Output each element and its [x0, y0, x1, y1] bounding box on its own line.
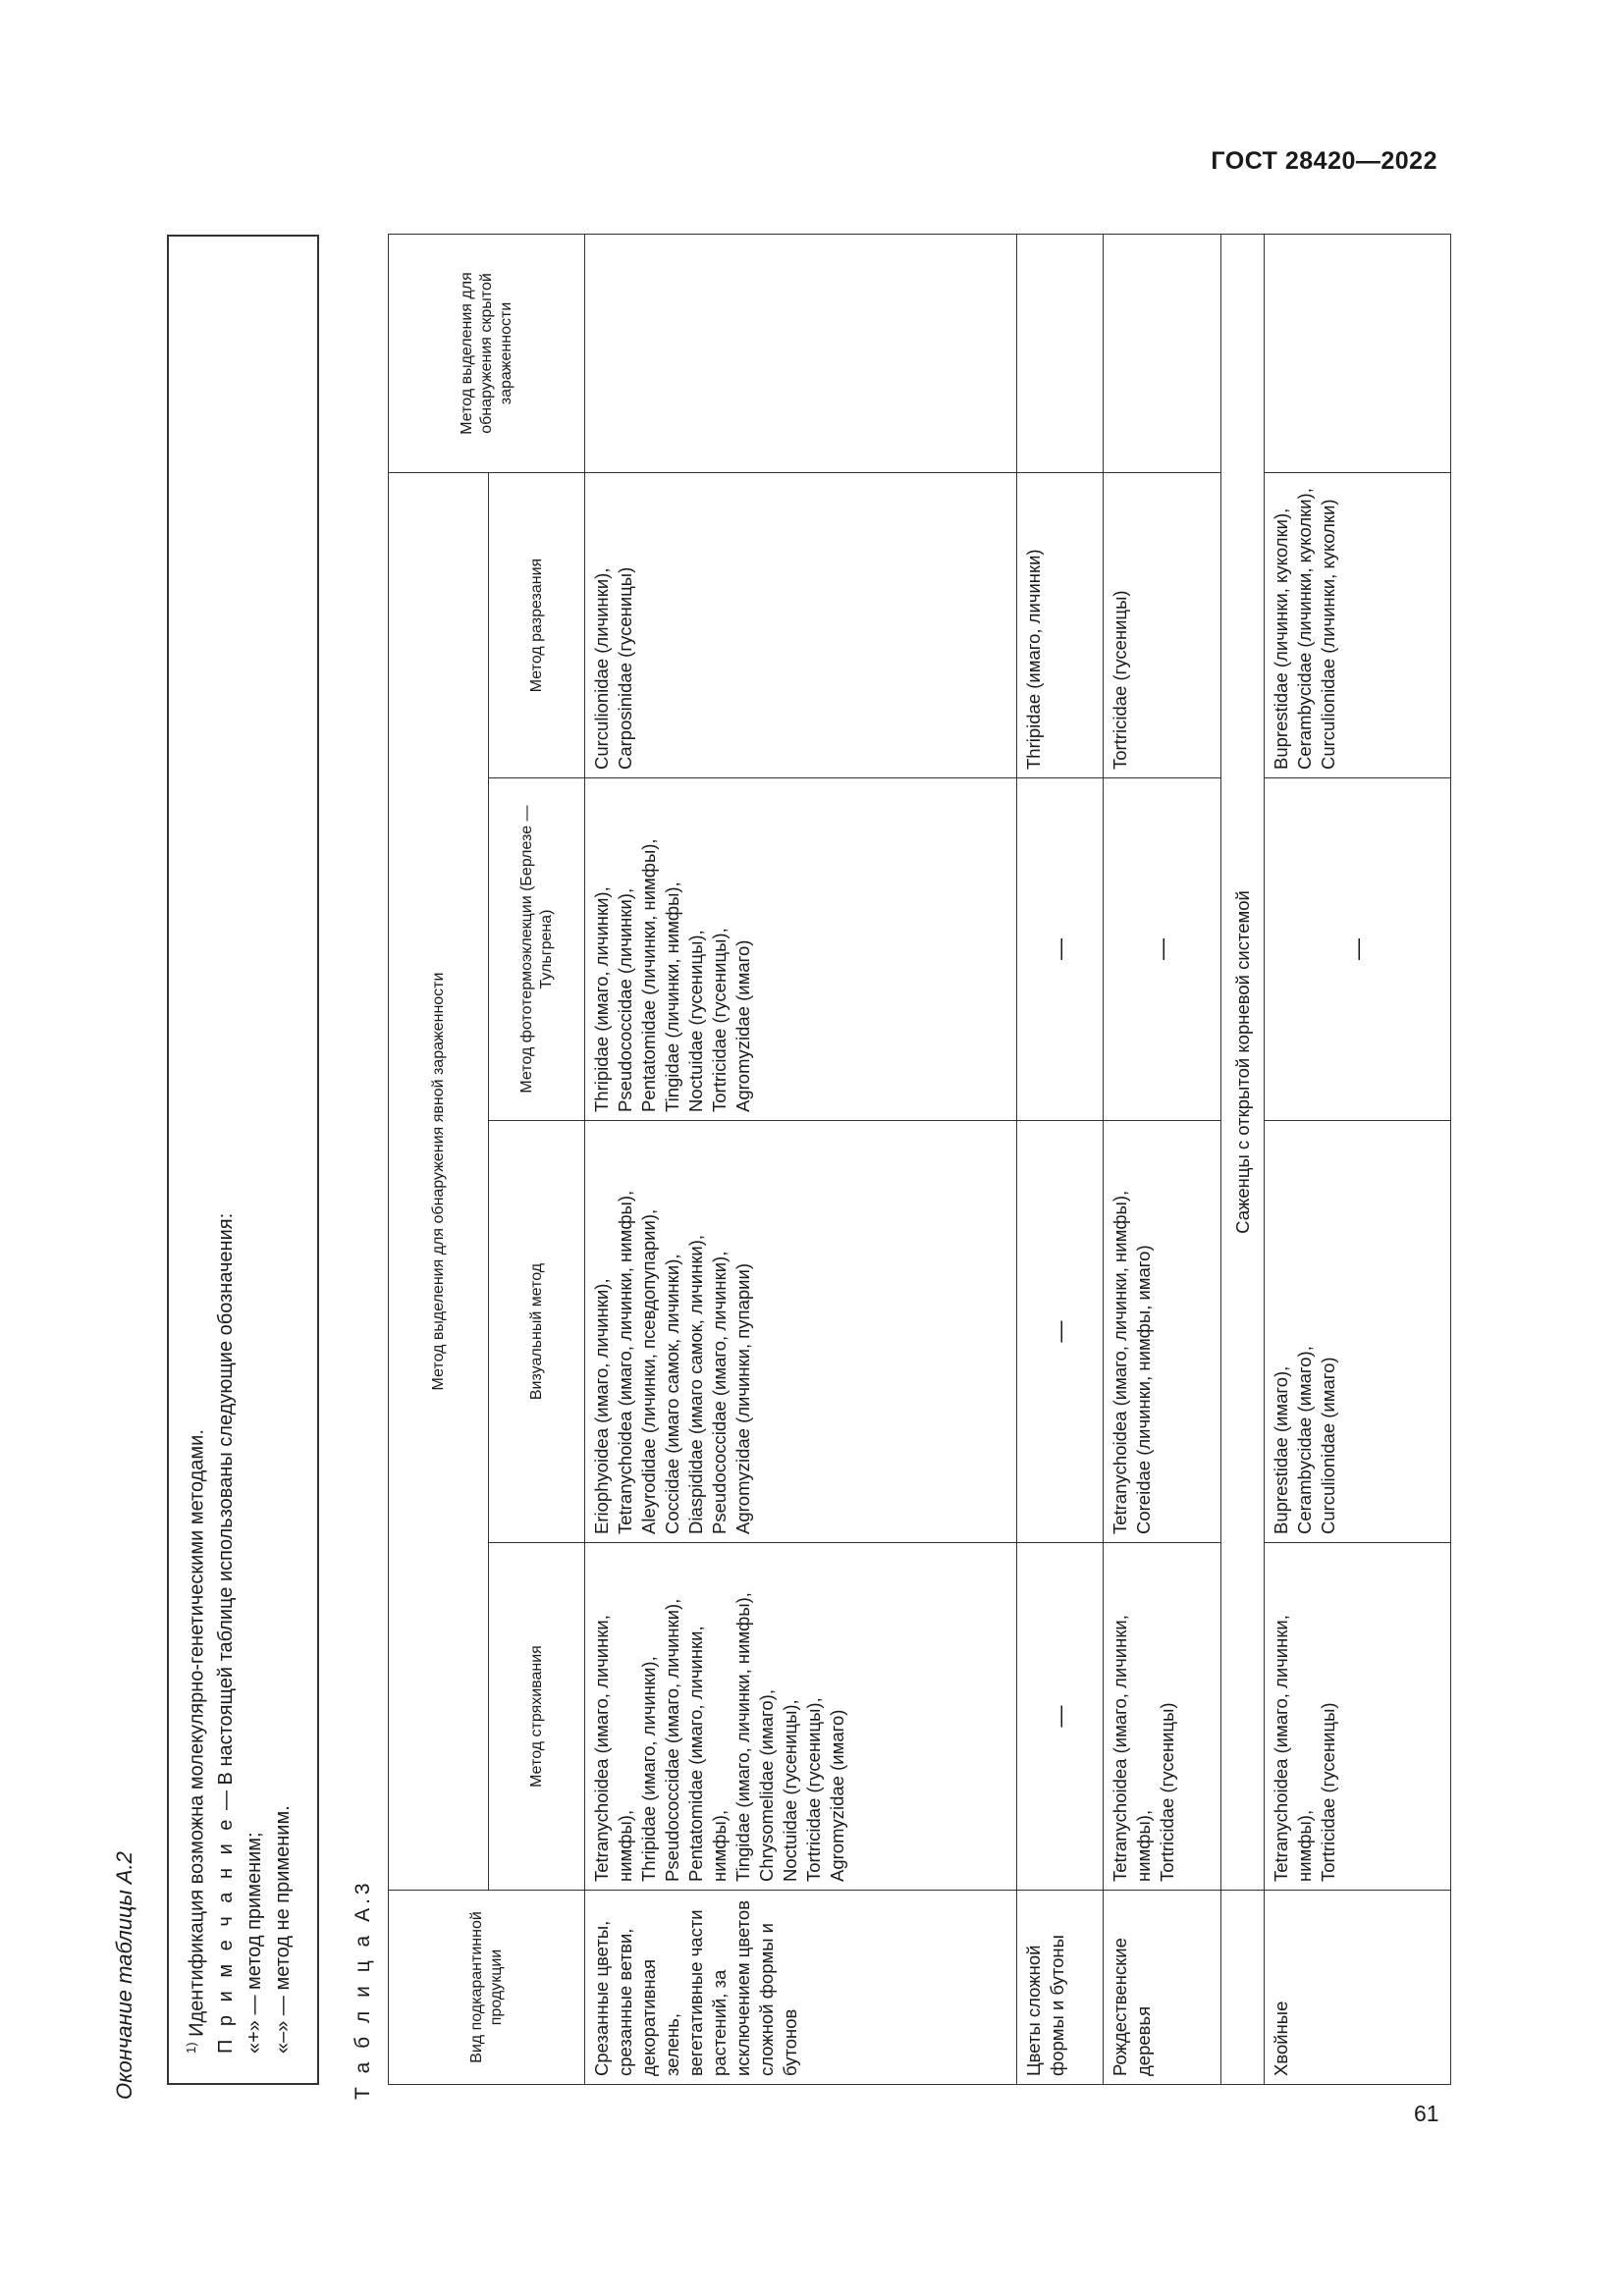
table-row [585, 234, 1017, 2084]
header-row-1 [389, 234, 489, 2084]
cell-empty [1104, 234, 1221, 472]
note-line [212, 266, 241, 2054]
table-row [1017, 234, 1104, 2084]
cell-empty [1017, 234, 1104, 472]
continuation-title: Окончание таблицы А.2 [112, 1851, 136, 2100]
header-group-explicit: Метод выделения для обнаружения явной зараженности [389, 472, 489, 1890]
cell-shaking: Tetranychoidea (имаго, личинки, нимфы), Thripidae (имаго, личинки), Pseudococcidae (имаго, личинки), Pentatomidae (имаго, личинки, нимфы), Tingidae (имаго, личинки, нимфы), Chrysomelidae (имаго), Noctuidae (гусеницы), Tortricidae (гусеницы), Agromyzidae (имаго) [585, 1543, 1017, 1891]
cell-shaking: Tetranychoidea (имаго, личинки, нимфы), Tortricidae (гусеницы) [1104, 1543, 1221, 1891]
header-row-2 [489, 234, 585, 2084]
document-code: ГОСТ 28420—2022 [1211, 147, 1437, 175]
rotated-page-content [98, 235, 1424, 2100]
cell-empty [1221, 1891, 1265, 2085]
cell-photothermo: — [1104, 778, 1221, 1121]
cell-product: Цветы сложной формы и бутоны [1017, 1891, 1104, 2085]
table-row [1104, 234, 1221, 2084]
cell-visual: Buprestidae (имаго), Cerambycidae (имаго), Curculionidae (имаго) [1265, 1121, 1451, 1543]
header-product: Вид подкарантинной продукции [389, 1891, 585, 2085]
note-box [167, 235, 319, 2085]
footnote-line [177, 266, 212, 2054]
cell-shaking: — [1017, 1543, 1104, 1891]
note-text: — В настоящей таблице использованы следующие обозначения: [214, 1212, 237, 1816]
cell-cutting: Curculionidae (личинки), Carposinidae (гусеницы) [585, 472, 1017, 777]
cell-product: Рождественские деревья [1104, 1891, 1221, 2085]
cell-cutting: Buprestidae (личинки, куколки), Cerambycidae (личинки, куколки), Curculionidae (личинки, куколки) [1265, 472, 1451, 777]
header-photothermo: Метод фототермоэклекции (Берлезе — Тульгрена) [489, 778, 585, 1121]
table-a3 [388, 234, 1451, 2085]
cell-empty [1265, 234, 1451, 472]
section-label: Саженцы с открытой корневой системой [1221, 234, 1265, 1890]
cell-cutting: Thripidae (имаго, личинки) [1017, 472, 1104, 777]
cell-product: Срезанные цветы, срезанные ветви, декоративная зелень, вегетативные части растений, за исключением цветов сложной формы и бутонов [585, 1891, 1017, 2085]
cell-photothermo: Thripidae (имаго, личинки), Pseudococcidae (личинки), Pentatomidae (личинки, нимфы), Tingidae (личинки, нимфы), Noctuidae (гусеницы), Tortricidae (гусеницы), Agromyzidae (имаго) [585, 778, 1017, 1121]
section-row [1221, 234, 1265, 2084]
cell-visual: Eriophyoidea (имаго, личинки), Tetranychoidea (имаго, личинки, нимфы), Aleyrodidae (личинки, псевдопупарии), Coccidae (имаго самок, личинки), Diaspididae (имаго самок, личинки), Pseudococcidae (имаго, личинки), Agromyzidae (личинки, пупарии) [585, 1121, 1017, 1543]
note-prefix: П р и м е ч а н и е [214, 1815, 237, 2054]
cell-empty [585, 234, 1017, 472]
cell-visual: — [1017, 1121, 1104, 1543]
page-number: 61 [1414, 2101, 1439, 2126]
footnote-text: Идентификация возможна молекулярно-генетическими методами. [186, 1429, 208, 2037]
header-visual: Визуальный метод [489, 1121, 585, 1543]
header-shaking: Метод стряхивания [489, 1543, 585, 1891]
cell-visual: Tetranychoidea (имаго, личинки, нимфы), Coreidae (личинки, нимфы, имаго) [1104, 1121, 1221, 1543]
cell-product: Хвойные [1265, 1891, 1451, 2085]
note-minus-line: «–» — метод не применим. [271, 1805, 294, 2054]
footnote-mark: 1) [184, 2042, 198, 2054]
cell-photothermo: — [1265, 778, 1451, 1121]
table-title: Т а б л и ц а А.3 [352, 1879, 374, 2100]
cell-cutting: Tortricidae (гусеницы) [1104, 472, 1221, 777]
cell-shaking: Tetranychoidea (имаго, личинки, нимфы), Tortricidae (гусеницы) [1265, 1543, 1451, 1891]
cell-photothermo: — [1017, 778, 1104, 1121]
header-group-hidden: Метод выделения для обнаружения скрытой зараженности [389, 234, 585, 472]
header-cutting: Метод разрезания [489, 472, 585, 777]
table-row [1265, 234, 1451, 2084]
note-plus-line: «+» — метод применим; [243, 1832, 265, 2054]
